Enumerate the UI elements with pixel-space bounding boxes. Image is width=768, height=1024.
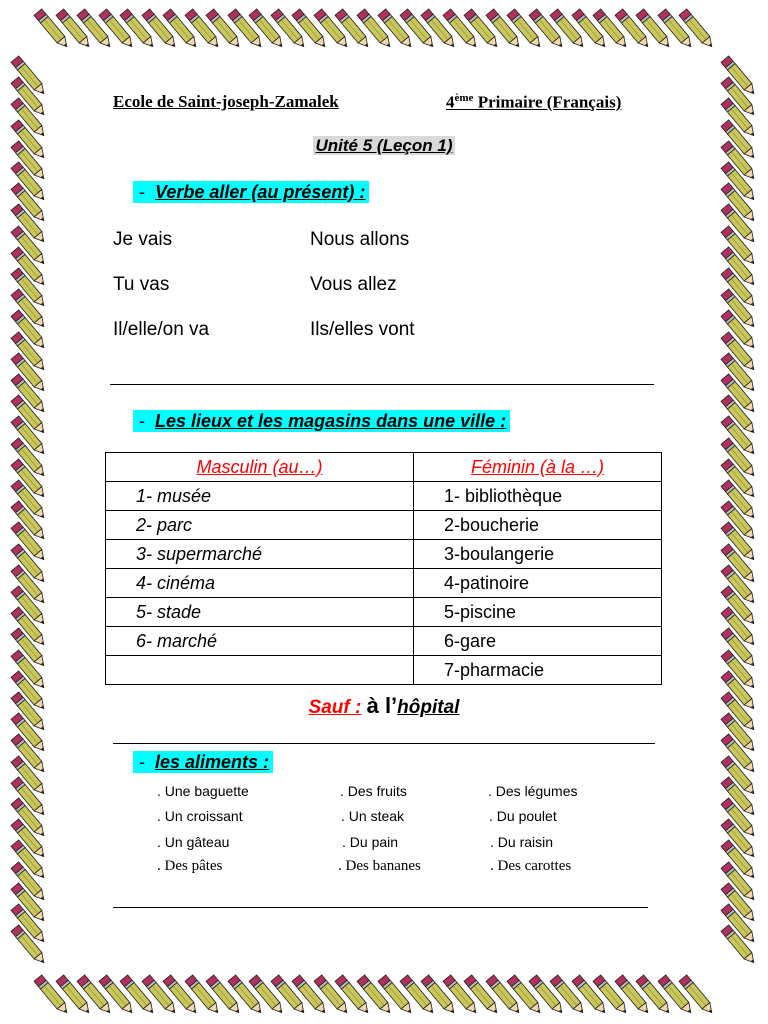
section-verb-bullet: - <box>139 182 145 202</box>
section-verb-heading <box>133 182 369 203</box>
section-food-bullet: - <box>139 752 145 772</box>
masculin-cell: 4- cinéma <box>106 569 414 598</box>
food-item: . Des fruits <box>340 783 407 799</box>
conj-singular-1: Je vais <box>113 229 173 250</box>
masculin-cell: 6- marché <box>106 627 414 656</box>
food-item: . Des carottes <box>490 858 572 874</box>
header-feminin: Féminin (à la …) <box>414 453 662 482</box>
conj-singular-3: Il/elle/on va <box>113 319 210 340</box>
exception-label: Sauf : <box>308 697 362 718</box>
conj-plural-1: Nous allons <box>310 229 410 250</box>
table-row <box>106 656 662 685</box>
feminin-cell: 5-piscine <box>414 598 662 627</box>
feminin-cell: 2-boucherie <box>414 511 662 540</box>
pencil-border-bottom <box>0 966 768 1024</box>
table-row <box>106 482 662 511</box>
grade-subject: Primaire (Français) <box>473 92 622 112</box>
table-row <box>106 511 662 540</box>
table-row <box>106 540 662 569</box>
masculin-cell: 3- supermarché <box>106 540 414 569</box>
food-item: . Du pain <box>342 834 399 850</box>
food-item: . Des légumes <box>488 783 578 799</box>
divider-line-1 <box>110 384 654 385</box>
places-table <box>105 452 662 685</box>
feminin-cell: 1- bibliothèque <box>414 482 662 511</box>
table-row <box>106 569 662 598</box>
feminin-cell: 7-pharmacie <box>414 656 662 685</box>
exception-line <box>0 693 768 719</box>
exception-word: hôpital <box>397 697 460 718</box>
table-row <box>106 598 662 627</box>
food-item: . Du raisin <box>490 834 554 850</box>
conj-plural-3: Ils/elles vont <box>310 319 415 340</box>
conj-singular-2: Tu vas <box>113 274 170 295</box>
feminin-cell: 3-boulangerie <box>414 540 662 569</box>
divider-line-3 <box>113 907 648 908</box>
section-places-title: Les lieux et les magasins dans une ville : <box>155 411 507 431</box>
school-name: Ecole de Saint-joseph-Zamalek <box>113 92 339 111</box>
masculin-cell: 1- musée <box>106 482 414 511</box>
grade-superscript: ème <box>454 92 474 104</box>
places-table-header <box>106 453 662 482</box>
exception-article: à l’ <box>366 693 398 718</box>
section-places-bullet: - <box>139 411 145 431</box>
food-item: . Un steak <box>341 808 405 824</box>
section-food-heading <box>133 752 273 773</box>
divider-line-2 <box>113 743 655 744</box>
conj-plural-2: Vous allez <box>310 274 397 295</box>
food-item: . Des pâtes <box>157 858 223 874</box>
header-masculin: Masculin (au…) <box>106 453 414 482</box>
grade-number: 4 <box>446 92 455 112</box>
feminin-cell: 6-gare <box>414 627 662 656</box>
food-item: . Un gâteau <box>157 834 230 850</box>
table-row <box>106 627 662 656</box>
food-item: . Du poulet <box>489 808 557 824</box>
unit-title: Unité 5 (Leçon 1) <box>0 136 768 156</box>
food-item: . Des bananes <box>338 858 421 874</box>
section-food-title: les aliments : <box>155 752 270 772</box>
masculin-cell <box>106 656 414 685</box>
section-verb-title: Verbe aller (au présent) : <box>155 182 366 202</box>
section-places-heading <box>133 411 510 432</box>
masculin-cell: 5- stade <box>106 598 414 627</box>
food-item: . Un croissant <box>157 808 243 824</box>
feminin-cell: 4-patinoire <box>414 569 662 598</box>
pencil-border-top <box>0 0 768 58</box>
masculin-cell: 2- parc <box>106 511 414 540</box>
grade-label <box>446 92 621 113</box>
food-item: . Une baguette <box>157 783 249 799</box>
